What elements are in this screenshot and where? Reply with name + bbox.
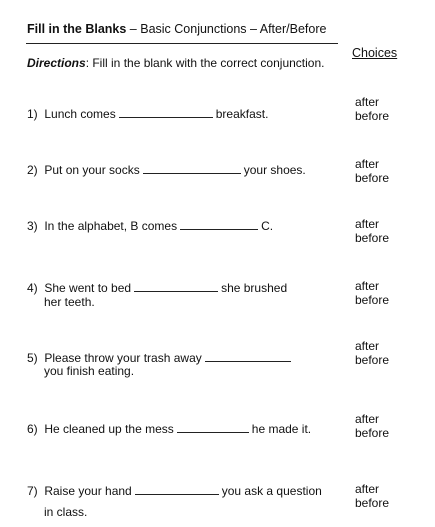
question-2 <box>27 162 306 178</box>
question-7-continuation: in class. <box>44 505 88 519</box>
choice-after: after <box>355 482 380 496</box>
question-text-after: your shoes. <box>243 163 306 177</box>
answer-blank[interactable] <box>205 350 291 362</box>
choices-4 <box>355 279 389 307</box>
question-text-before: Lunch comes <box>44 107 116 121</box>
question-5-continuation: you finish eating. <box>44 364 135 378</box>
choices-3 <box>355 217 389 245</box>
choice-after: after <box>355 412 380 426</box>
question-text-before: Raise your hand <box>44 484 132 498</box>
question-number: 4) <box>27 281 38 295</box>
question-text-after: breakfast. <box>215 107 269 121</box>
answer-blank[interactable] <box>180 218 258 230</box>
question-number: 6) <box>27 422 38 436</box>
choice-before: before <box>355 231 390 245</box>
answer-blank[interactable] <box>143 162 241 174</box>
choices-5 <box>355 339 389 367</box>
choice-before: before <box>355 496 390 510</box>
title-underline <box>26 43 338 44</box>
question-text-before: Put on your socks <box>44 163 140 177</box>
directions-label: Directions <box>27 56 86 70</box>
question-text-after: C. <box>261 219 274 233</box>
directions <box>27 56 324 70</box>
question-text-before: She went to bed <box>44 281 132 295</box>
question-number: 3) <box>27 219 38 233</box>
question-text-before: Please throw your trash away <box>44 351 202 365</box>
question-text-after: he made it. <box>251 422 312 436</box>
answer-blank[interactable] <box>119 106 213 118</box>
question-text-before: He cleaned up the mess <box>44 422 174 436</box>
question-number: 5) <box>27 351 38 365</box>
choice-after: after <box>355 95 380 109</box>
question-4 <box>27 280 287 296</box>
title-rest: – Basic Conjunctions – After/Before <box>126 22 327 36</box>
question-3 <box>27 218 273 234</box>
question-7 <box>27 483 322 499</box>
worksheet-title <box>27 22 326 36</box>
question-text-before: In the alphabet, B comes <box>44 219 178 233</box>
question-6 <box>27 421 311 437</box>
question-number: 1) <box>27 107 38 121</box>
question-number: 7) <box>27 484 38 498</box>
question-text-after: you ask a question <box>221 484 322 498</box>
choice-after: after <box>355 157 380 171</box>
choices-heading: Choices <box>352 46 398 60</box>
choices-1 <box>355 95 389 123</box>
answer-blank[interactable] <box>177 421 249 433</box>
choice-before: before <box>355 171 390 185</box>
choice-before: before <box>355 109 390 123</box>
choice-after: after <box>355 339 380 353</box>
answer-blank[interactable] <box>135 483 219 495</box>
question-number: 2) <box>27 163 38 177</box>
choices-2 <box>355 157 389 185</box>
choice-after: after <box>355 217 380 231</box>
answer-blank[interactable] <box>134 280 218 292</box>
question-text-after: she brushed <box>221 281 288 295</box>
title-bold: Fill in the Blanks <box>27 22 127 36</box>
choice-before: before <box>355 426 390 440</box>
question-4-continuation: her teeth. <box>44 295 95 309</box>
choice-before: before <box>355 353 390 367</box>
choice-after: after <box>355 279 380 293</box>
choices-6 <box>355 412 389 440</box>
choice-before: before <box>355 293 390 307</box>
choices-7 <box>355 482 389 510</box>
question-1 <box>27 106 268 122</box>
directions-text: : Fill in the blank with the correct conjunction. <box>85 56 325 70</box>
